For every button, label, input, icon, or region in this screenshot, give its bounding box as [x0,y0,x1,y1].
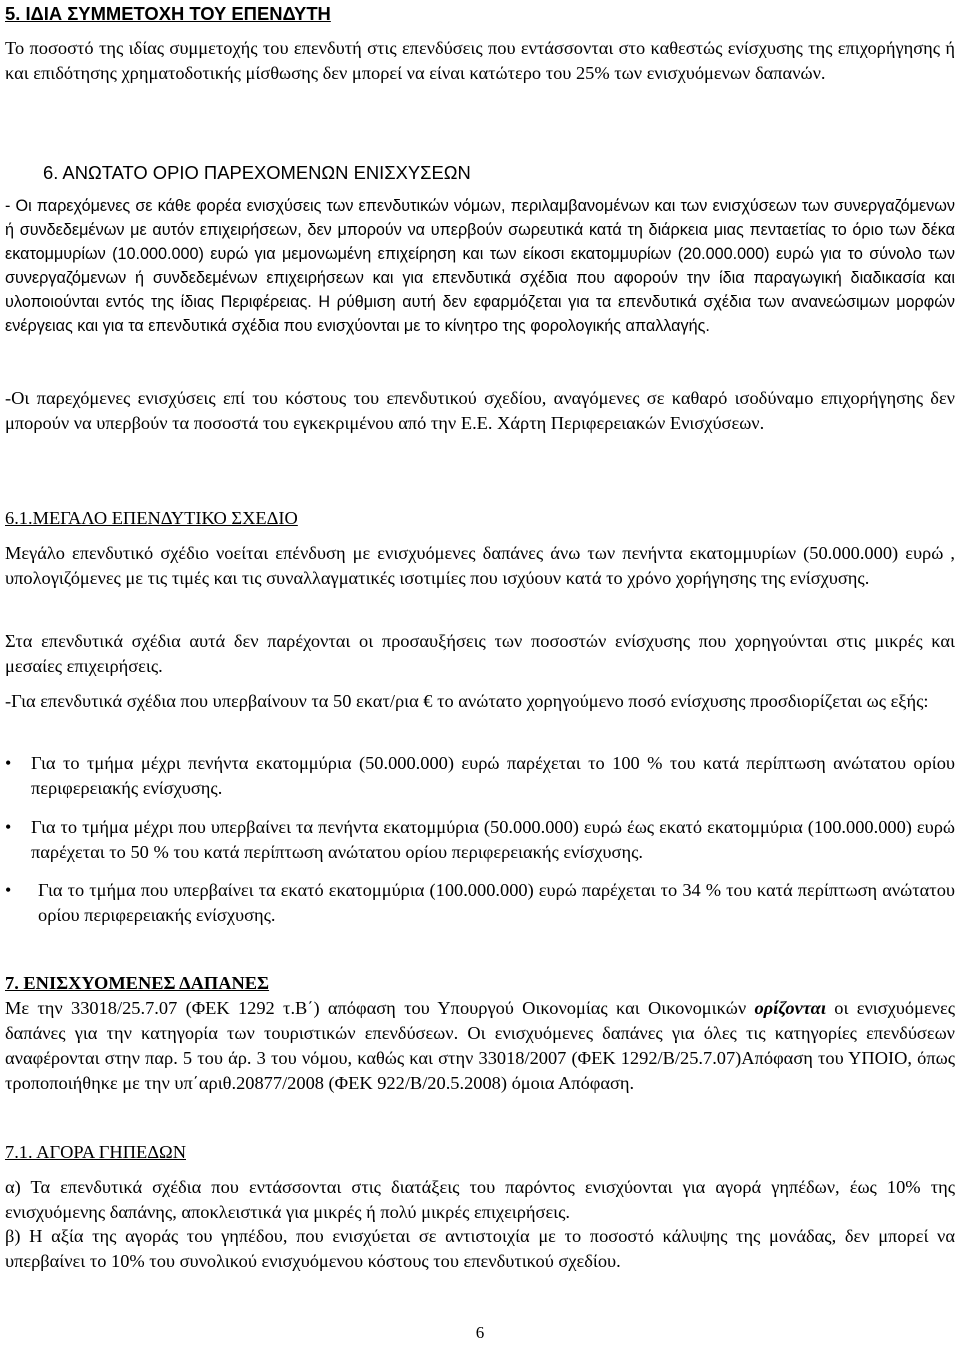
section-7-1-paragraph-a: α) Τα επενδυτικά σχέδια που εντάσσονται στις διατάξεις του παρόντος ενισχύονται για αγορά γηπέδων, έως 10% της ενισχυόμενης δαπάνης, αποκλειστικά για μικρές ή πολύ μικρές επιχειρήσεις. [5,1177,955,1222]
bullet-item: Για το τμήμα μέχρι που υπερβαίνει τα πενήντα εκατομμύρια (50.000.000) ευρώ έως εκατό εκατομμύρια (100.000.000) ευρώ παρέχεται το 50 % του κατά περίπτωση ανώτατου ορίου περιφερειακής ενίσχυσης. [31,817,955,862]
section-6-1-paragraph-3: -Για επενδυτικά σχέδια που υπερβαίνουν τα 50 εκατ/ρια € το ανώτατο χορηγούμενο ποσό ενίσχυσης προσδιορίζεται ως εξής: [5,691,929,711]
section-6-1-paragraph-1: Μεγάλο επενδυτικό σχέδιο νοείται επένδυση με ενισχυόμενες δαπάνες άνω των πενήντα εκατομμυρίων (50.000.000) ευρώ , υπολογιζόμενες με τις τιμές και τις συναλλαγματικές ισοτιμίες που ισχύουν κατά το χρόνο χορήγησης της ενίσχυσης. [5,543,955,588]
section-6-heading: 6. ΑΝΩΤΑΤΟ ΟΡΙΟ ΠΑΡΕΧΟΜΕΝΩΝ ΕΝΙΣΧΥΣΕΩΝ [43,162,471,183]
section-6-paragraph-2: -Οι παρεχόμενες ενισχύσεις επί του κόστους του επενδυτικού σχεδίου, αναγόμενες σε καθαρό ισοδύναμο επιχορήγησης δεν μπορούν να υπερβούν τα ποσοστά του εγκεκριμένου από την Ε.Ε. Χάρτη Περιφερειακών Ενισχύσεων. [5,388,955,433]
bullet-marker: • [5,753,12,773]
page-number: 6 [475,1323,485,1342]
section-6-1-heading: 6.1.ΜΕΓΑΛΟ ΕΠΕΝΔΥΤΙΚΟ ΣΧΕΔΙΟ [5,508,298,528]
bullet-item: Για το τμήμα μέχρι πενήντα εκατομμύρια (50.000.000) ευρώ παρέχεται το 100 % του κατά περίπτωση ανώτατου ορίου περιφερειακής ενίσχυσης. [31,753,955,798]
section-7-1-paragraph-b: β) Η αξία της αγοράς του γηπέδου, που ενισχύεται σε αντιστοιχία με το ποσοστό κάλυψης της μονάδας, δεν μπορεί να υπερβαίνει το 10% του συνολικού ενισχυόμενου κόστους του επενδυτικού σχεδίου. [5,1226,955,1271]
section-6-paragraph-1: - Οι παρεχόμενες σε κάθε φορέα ενισχύσεις των επενδυτικών νόμων, περιλαμβανομένων και των ενισχύσεων των συνεργαζόμενων ή συνδεδεμένων με αυτόν επιχειρήσεων, δεν μπορούν να υπερβούν σωρευτικά κατά τη διάρκεια μιας πενταετίας το όριο των δέκα εκατομμυρίων (10.000.000) ευρώ για μεμονωμένη επιχείρηση και των είκοσι εκατομμυρίων (20.000.000) ευρώ για το σύνολο των συνεργαζόμενων ή συνδεδεμένων επιχειρήσεων και για επενδυτικά σχέδια που αφορούν την ίδια παραγωγική διαδικασία και υλοποιούνται εντός της ίδιας Περιφέρειας. Η ρύθμιση αυτή δεν εφαρμόζεται για τα επενδυτικά σχέδια των ανανεώσιμων μορφών ενέργειας και για τα επενδυτικά σχέδια που ενισχύονται με το κίνητρο της φορολογικής απαλλαγής. [5,197,955,335]
section-6-1-paragraph-2: Στα επενδυτικά σχέδια αυτά δεν παρέχονται οι προσαυξήσεις των ποσοστών ενίσχυσης που χορηγούνται στις μικρές και μεσαίες επιχειρήσεις. [5,631,955,676]
section-5-heading: 5. ΙΔΙΑ ΣΥΜΜΕΤΟΧΗ ΤΟΥ ΕΠΕΝΔΥΤΗ [5,3,331,24]
section-5-paragraph: Το ποσοστό της ιδίας συμμετοχής του επενδυτή στις επενδύσεις που εντάσσονται στο καθεστώς ενίσχυσης της επιχορήγησης ή και επιδότησης χρηματοδοτικής μίσθωσης δεν μπορεί να είναι κατώτερο του 25% των ενισχυόμενων δαπανών. [5,38,955,83]
section-7-heading: 7. ΕΝΙΣΧΥΟΜΕΝΕΣ ΔΑΠΑΝΕΣ [5,973,270,993]
section-7-1-heading: 7.1. ΑΓΟΡΑ ΓΗΠΕΔΩΝ [5,1142,186,1162]
bullet-item: Για το τμήμα που υπερβαίνει τα εκατό εκατομμύρια (100.000.000) ευρώ παρέχεται το 34 % του κατά περίπτωση ανώτατου ορίου περιφερειακής ενίσχυσης. [38,880,955,925]
section-7-text-start: Με την 33018/25.7.07 (ΦΕΚ 1292 τ.Β΄) απόφαση του Υπουργού Οικονομίας και Οικονομικών [5,998,755,1018]
section-7-emphasis: ορίζονται [754,998,826,1018]
section-7-paragraph [5,996,955,1096]
bullet-marker: • [5,817,12,837]
section-7-text-end: οι ενισχυόμενες δαπάνες για την κατηγορία των τουριστικών επενδύσεων. Οι ενισχυόμενες δαπάνες για όλες τις κατηγορίες επενδύσεων αναφέρονται στην παρ. 5 του άρ. 3 του νόμου, καθώς και στην 33018/2007 (ΦΕΚ 1292/Β/25.7.07)Απόφαση του ΥΠΟΙΟ, όπως τροποποιήθηκε με την υπ΄αριθ.20877/2008 (ΦΕΚ 922/Β/20.5.2008) όμοια Απόφαση. [5,998,955,1093]
bullet-marker: • [5,880,12,900]
